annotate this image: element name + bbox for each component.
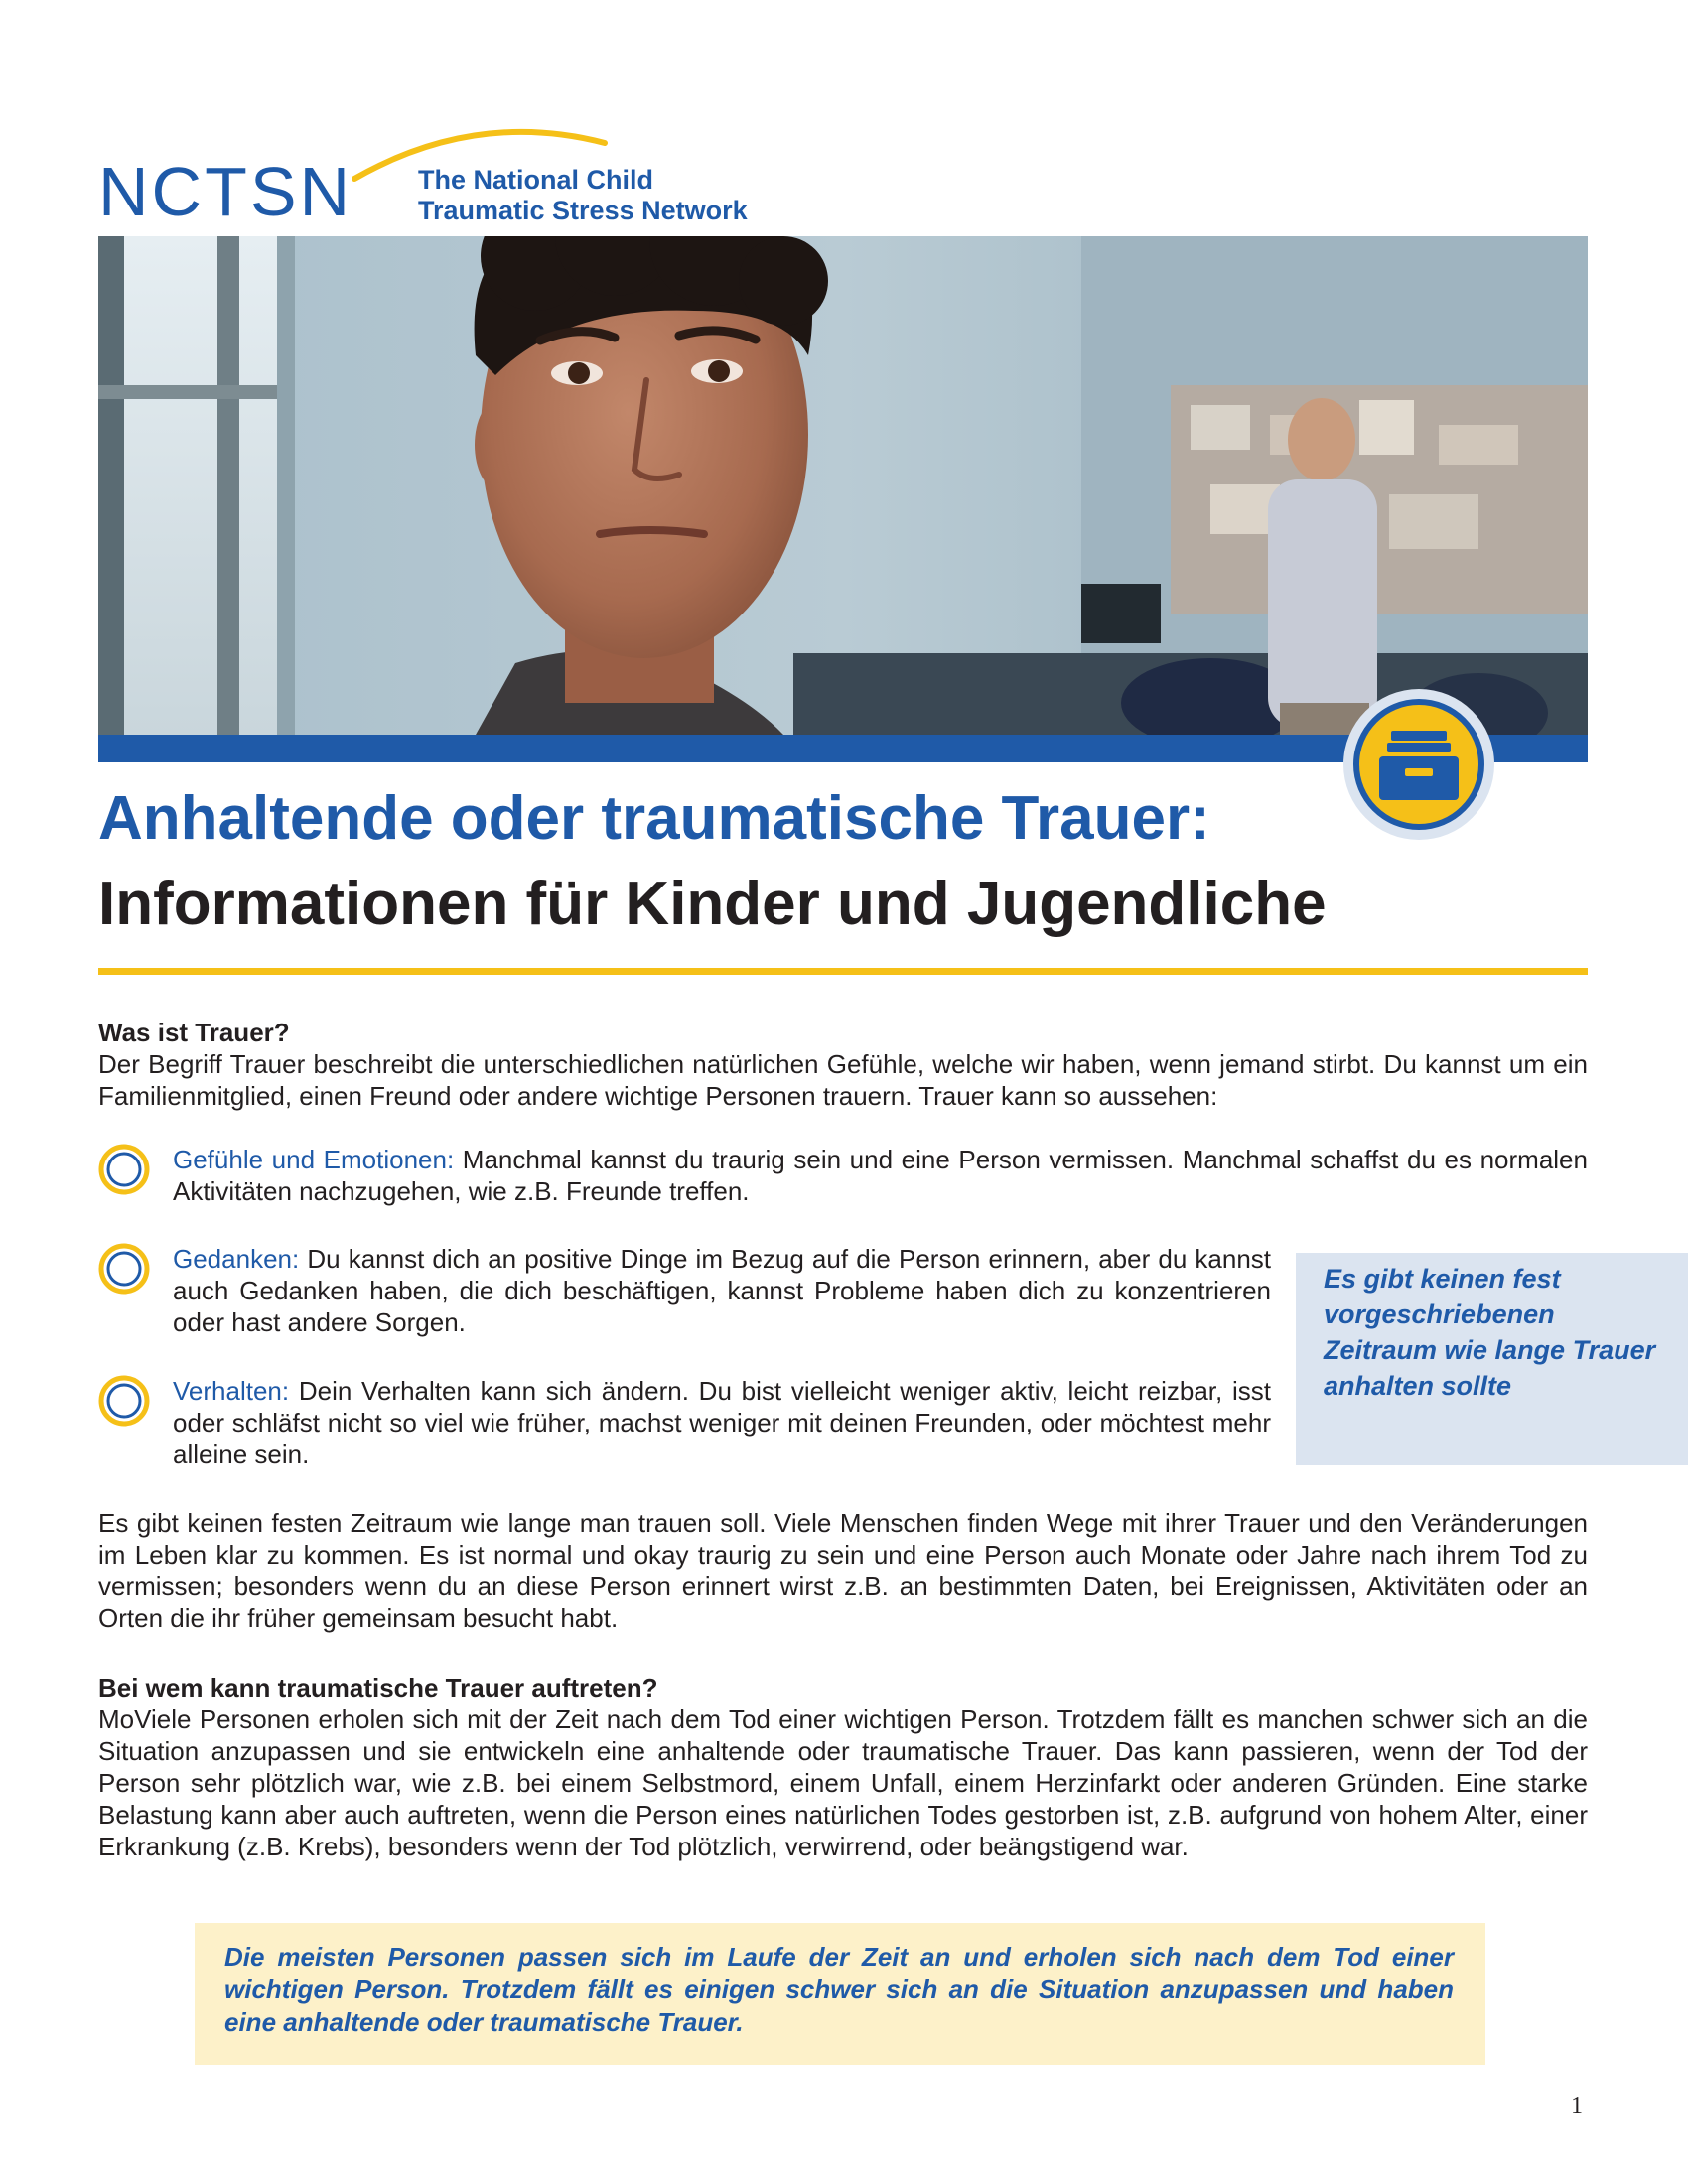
highlight-text: Die meisten Personen passen sich im Laufe der Zeit an und erholen sich nach dem Tod einer wichtigen Person. Trotzdem fällt es einigen schwer sich an die Situation anzupassen und haben eine anhaltende oder traumatische Trauer. — [224, 1942, 1454, 2037]
section-heading: Was ist Trauer? — [98, 1018, 290, 1047]
bullet-label: Gedanken: — [173, 1244, 300, 1274]
page-title-line1: Anhaltende oder traumatische Trauer: — [98, 784, 1210, 853]
circle-bullet-icon — [98, 1375, 150, 1427]
logo-subtitle — [418, 165, 748, 226]
bullet-text — [173, 1375, 1271, 1470]
paragraph-timeframe: Es gibt keinen festen Zeitraum wie lange man trauen soll. Viele Menschen finden Wege mit ihrer Trauer und den Veränderungen im Leben klar zu kommen. Es ist normal und okay traurig zu sein und eine Person auch Monate oder Jahre nach ihrem Tod zu vermissen; besonders wenn du an diese Person erinnert wirst z.B. an bestimmten Daten, bei Ereignissen, Aktivitäten oder an Orten die ihr früher gemeinsam besucht habt. — [98, 1508, 1588, 1633]
circle-bullet-icon — [98, 1243, 150, 1295]
bullet-label: Verhalten: — [173, 1376, 290, 1406]
title-divider — [98, 968, 1588, 975]
logo-wordmark: NCTSN — [98, 153, 353, 230]
highlight-box — [195, 1923, 1485, 2065]
section-paragraph: Der Begriff Trauer beschreibt die unterschiedlichen natürlichen Gefühle, welche wir haben, wenn jemand stirbt. Du kannst um ein Familienmitglied, einen Freund oder andere wichtige Personen trauern. Trauer kann so aussehen: — [98, 1049, 1588, 1111]
bullet-text — [173, 1144, 1588, 1207]
bullet-body: Manchmal kannst du traurig sein und eine Person vermissen. Manchmal schaffst du es normalen Aktivitäten nachzugehen, wie z.B. Freunde treffen. — [173, 1145, 1588, 1206]
section-what-is-grief — [98, 1017, 1588, 1112]
page-title-line2: Informationen für Kinder und Jugendliche — [98, 870, 1327, 938]
circle-bullet-icon — [98, 1144, 150, 1195]
hero-photo — [98, 236, 1588, 735]
section-who-is-affected — [98, 1672, 1588, 1862]
bullet-body: Dein Verhalten kann sich ändern. Du bist vielleicht weniger aktiv, leicht reizbar, isst oder schläfst nicht so viel wie früher, machst weniger mit deinen Freunden, oder möchtest mehr alleine sein. — [173, 1376, 1271, 1469]
bullet-label: Gefühle und Emotionen: — [173, 1145, 455, 1174]
bullet-text — [173, 1243, 1271, 1338]
sidebar-callout — [1296, 1253, 1688, 1465]
section-paragraph: MoViele Personen erholen sich mit der Zeit nach dem Tod einer wichtigen Person. Trotzdem fällt es manchen schwer sich an die Situation anzupassen und sie entwickeln eine anhaltende oder traumatische Trauer. Das kann passieren, wenn der Tod der Person sehr plötzlich war, wie z.B. bei einem Selbstmord, einem Unfall, einem Herzinfarkt oder anderen Gründen. Eine starke Belastung kann aber auch auftreten, wenn die Person eines natürlichen Todes gestorben ist, z.B. aufgrund von hohem Alter, einer Erkrankung (z.B. Krebs), besonders wenn der Tod plötzlich, verwirrend, oder beängstigend war. — [98, 1705, 1588, 1861]
bullet-body: Du kannst dich an positive Dinge im Bezug auf die Person erinnern, aber du kannst auch Gedanken haben, die dich beschäftigen, kannst Probleme haben dich zu konzentrieren oder hast andere Sorgen. — [173, 1244, 1271, 1337]
page-number: 1 — [1571, 2093, 1583, 2118]
logo-subtitle-line1: The National Child — [418, 165, 654, 195]
callout-text: Es gibt keinen fest vorgeschriebenen Zeitraum wie lange Trauer anhalten sollte — [1324, 1264, 1656, 1401]
section-heading: Bei wem kann traumatische Trauer auftreten? — [98, 1673, 658, 1703]
nctsn-logo — [98, 119, 754, 228]
logo-subtitle-line2: Traumatic Stress Network — [418, 196, 748, 225]
